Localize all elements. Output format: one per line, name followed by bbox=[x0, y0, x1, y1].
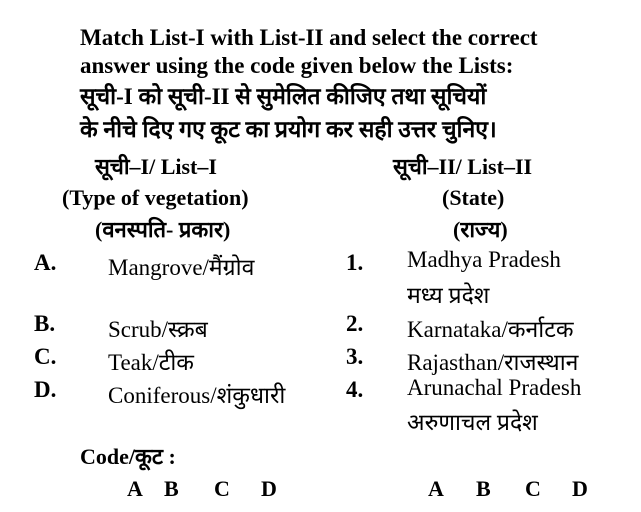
list2-item-3: Rajasthan/राजस्थान bbox=[407, 350, 579, 375]
code-label: Code/कूट : bbox=[80, 444, 176, 469]
code-col-left-d: D bbox=[261, 476, 277, 501]
list1-title: सूची–I/ List–I bbox=[95, 154, 217, 179]
list1-subtitle-en: (Type of vegetation) bbox=[62, 185, 249, 210]
list1-label-b: B. bbox=[34, 311, 56, 336]
question-hi-line1: सूची-I को सूची-II से सुमेलित कीजिए तथा सूचियों bbox=[80, 84, 487, 109]
list2-label-4: 4. bbox=[346, 377, 364, 402]
list2-item-2: Karnataka/कर्नाटक bbox=[407, 317, 574, 342]
code-col-left-b: B bbox=[164, 476, 179, 501]
list2-item-1-line1: Madhya Pradesh bbox=[407, 247, 561, 272]
list1-item-a: Mangrove/मैंग्रोव bbox=[108, 255, 255, 280]
list2-title: सूची–II/ List–II bbox=[393, 154, 533, 179]
list1-label-a: A. bbox=[34, 250, 57, 275]
list2-item-4-line1: Arunachal Pradesh bbox=[407, 375, 582, 400]
list2-item-4-line2: अरुणाचल प्रदेश bbox=[407, 410, 538, 435]
list2-label-1: 1. bbox=[346, 250, 364, 275]
list1-subtitle-hi: (वनस्पति- प्रकार) bbox=[95, 217, 231, 242]
question-en-line2: answer using the code given below the Lists: bbox=[80, 53, 514, 78]
code-col-left-a: A bbox=[127, 476, 143, 501]
list1-label-d: D. bbox=[34, 377, 57, 402]
code-col-right-a: A bbox=[428, 476, 444, 501]
code-col-right-b: B bbox=[476, 476, 491, 501]
list2-label-3: 3. bbox=[346, 344, 364, 369]
list2-subtitle-en: (State) bbox=[442, 185, 505, 210]
list1-item-c: Teak/टीक bbox=[108, 350, 194, 375]
question-hi-line2: के नीचे दिए गए कूट का प्रयोग कर सही उत्तर चुनिए। bbox=[80, 117, 497, 142]
list1-label-c: C. bbox=[34, 344, 57, 369]
code-col-left-c: C bbox=[214, 476, 230, 501]
list1-item-b: Scrub/स्क्रब bbox=[108, 317, 208, 342]
list2-item-1-line2: मध्य प्रदेश bbox=[407, 283, 490, 308]
list1-item-d: Coniferous/शंकुधारी bbox=[108, 383, 286, 408]
list2-label-2: 2. bbox=[346, 311, 364, 336]
list2-subtitle-hi: (राज्य) bbox=[453, 217, 508, 242]
question-en-line1: Match List-I with List-II and select the correct bbox=[80, 25, 538, 50]
code-col-right-d: D bbox=[572, 476, 588, 501]
code-col-right-c: C bbox=[525, 476, 541, 501]
